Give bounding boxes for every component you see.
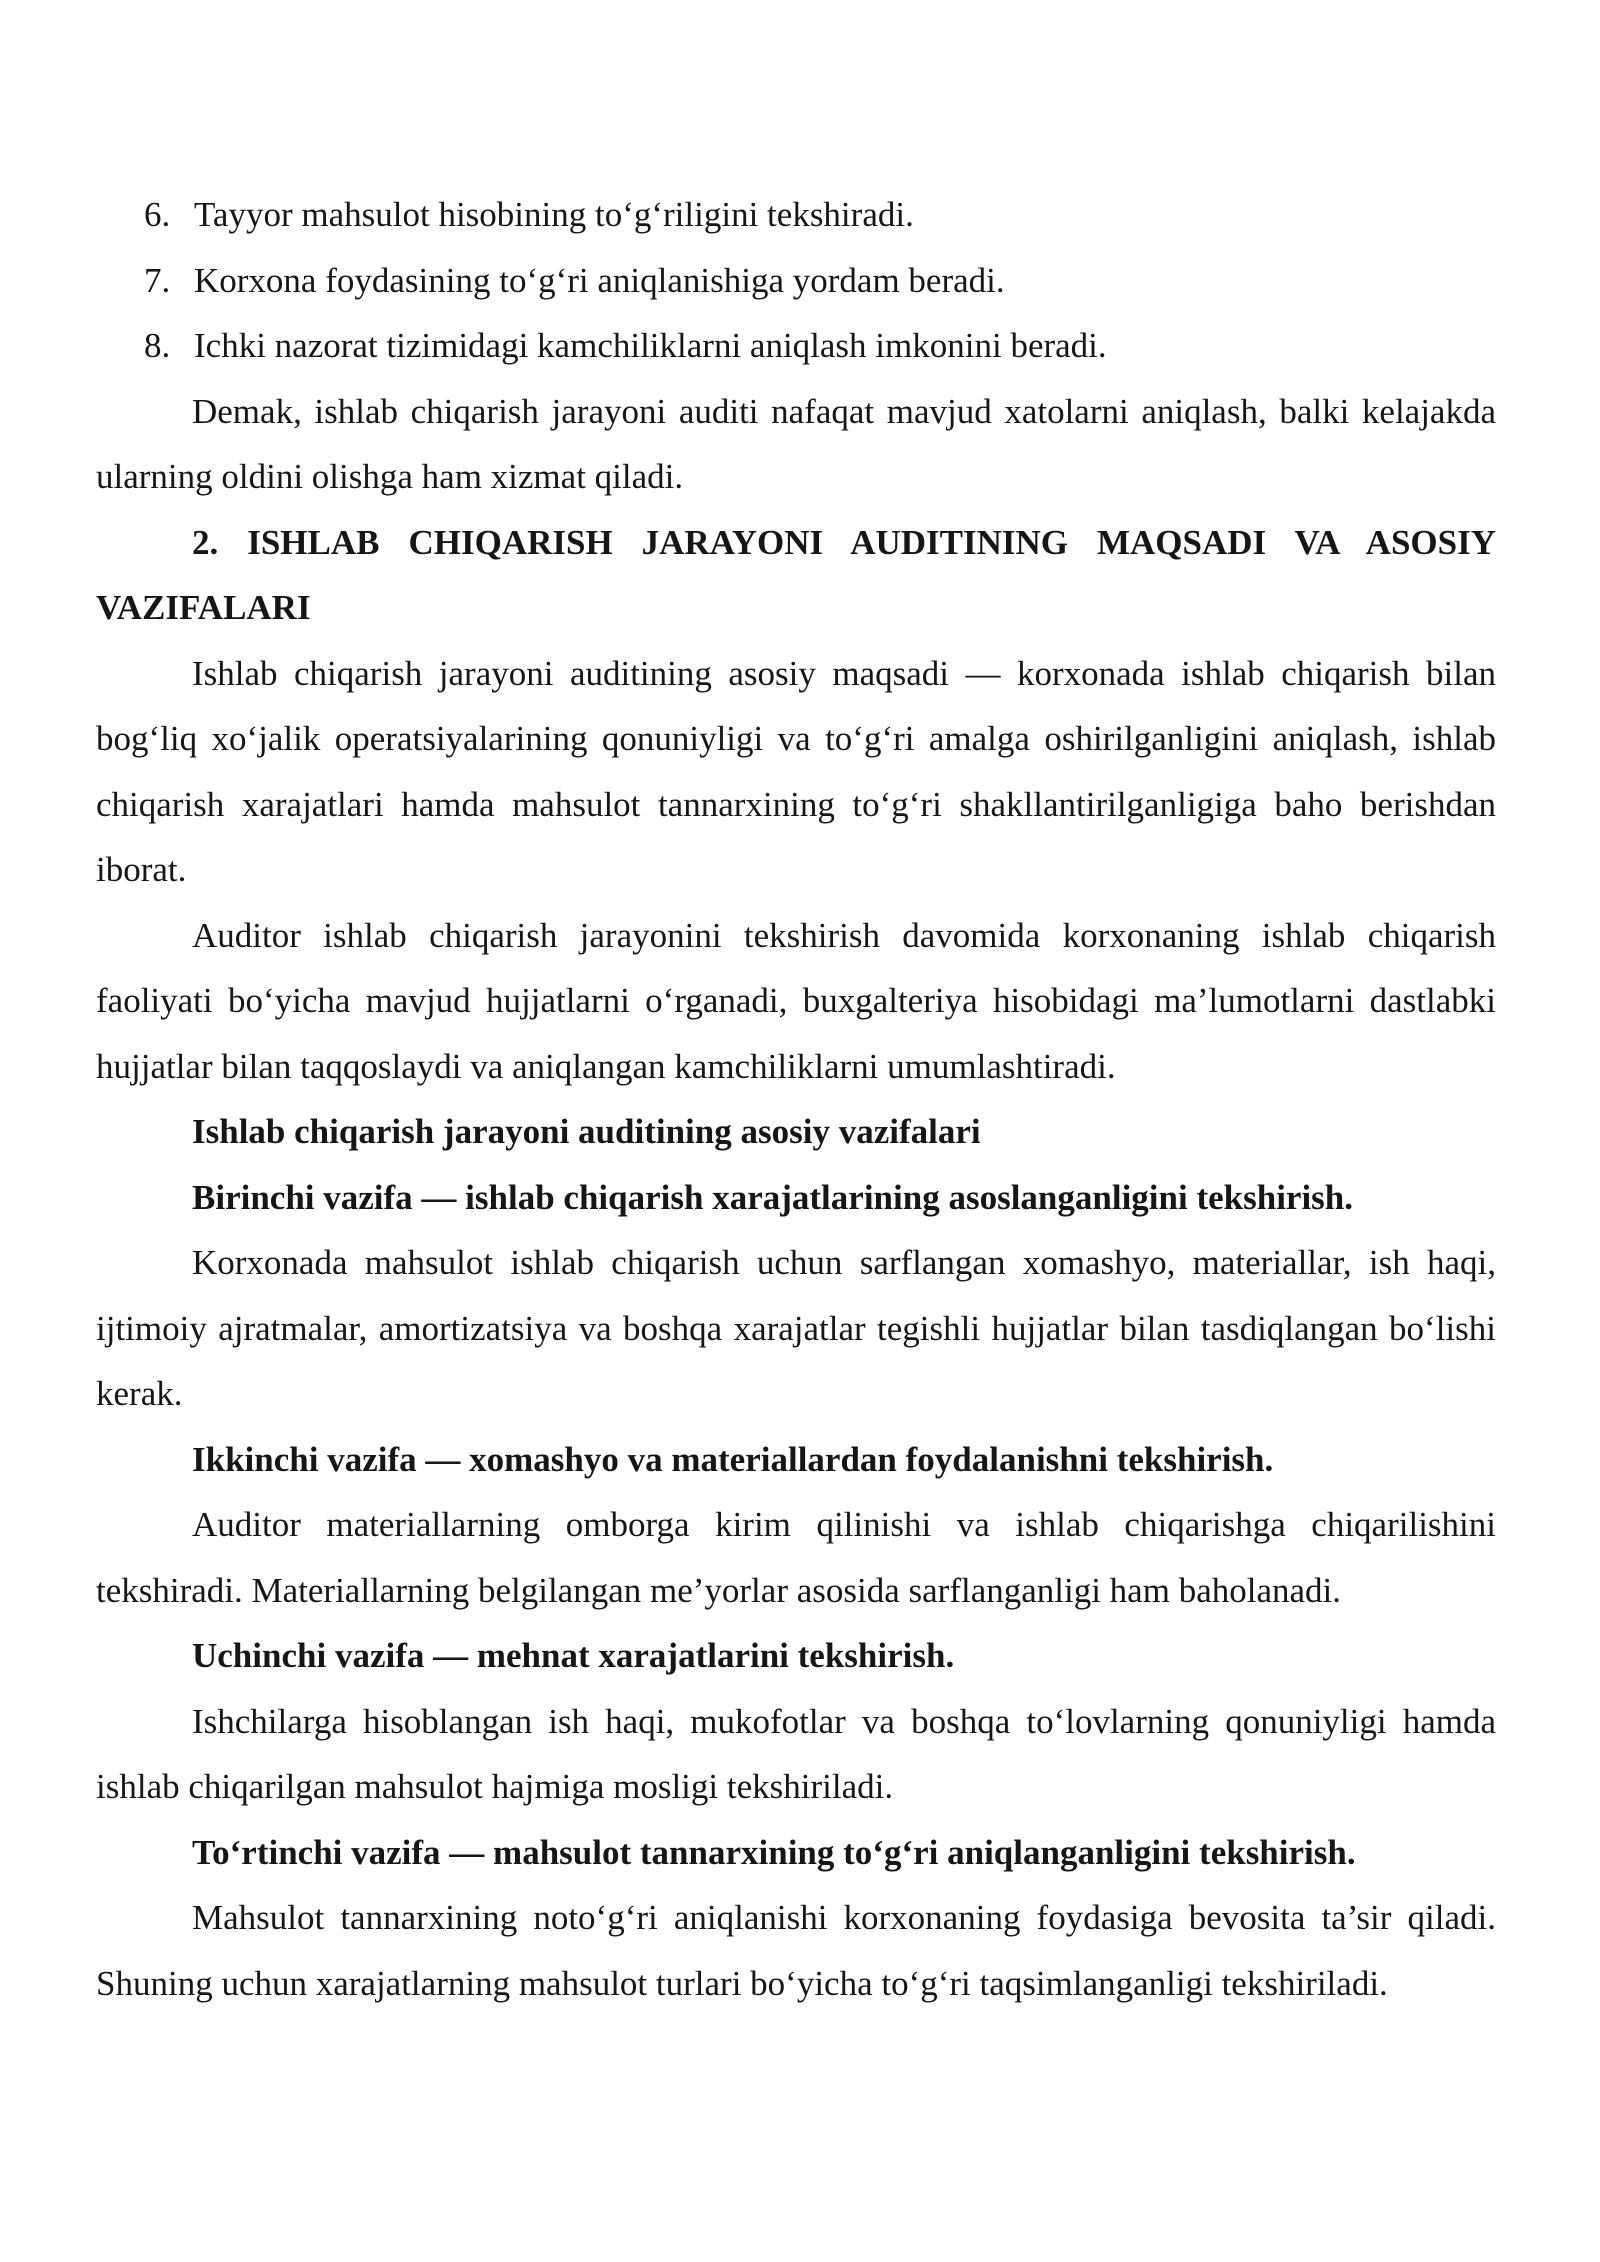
list-item-text: Tayyor mahsulot hisobining to‘g‘riligini tekshiradi. <box>194 195 914 234</box>
list-item-text: Ichki nazorat tizimidagi kamchiliklarni aniqlash imkonini beradi. <box>194 326 1107 365</box>
numbered-list <box>96 182 1496 379</box>
tasks-subheading: Ishlab chiqarish jarayoni auditining asosiy vazifalari <box>192 1112 981 1151</box>
list-item-text: Korxona foydasining to‘g‘ri aniqlanishiga yordam beradi. <box>194 260 1005 300</box>
list-item-number: 7. <box>144 260 171 300</box>
task4-body: Mahsulot tannarxining noto‘g‘ri aniqlanishi korxonaning foydasiga bevosita ta’sir qiladi. Shuning uchun xarajatlarning mahsulot turlari bo‘yicha to‘g‘ri taqsimlanganligi tekshiriladi. <box>96 1898 1496 2003</box>
task1-title: Birinchi vazifa — ishlab chiqarish xarajatlarining asoslanganligini tekshirish. <box>192 1177 1354 1217</box>
task2-title: Ikkinchi vazifa — xomashyo va materiallardan foydalanishni tekshirish. <box>192 1439 1274 1479</box>
list-item <box>96 313 1496 379</box>
list-item <box>96 182 1496 248</box>
list-item-number: 6. <box>144 195 171 234</box>
list-item <box>96 248 1496 314</box>
auditor-role-paragraph: Auditor ishlab chiqarish jarayonini tekshirish davomida korxonaning ishlab chiqarish faoliyati bo‘yicha mavjud hujjatlarni o‘rganadi, buxgalteriya hisobidagi ma’lumotlarni dastlabki hujjatlar bilan taqqoslaydi va aniqlangan kamchiliklarni umumlashtiradi. <box>96 915 1496 1086</box>
section-heading: 2. ISHLAB CHIQARISH JARAYONI AUDITINING MAQSADI VA ASOSIY VAZIFALARI <box>96 522 1496 627</box>
goal-paragraph: Ishlab chiqarish jarayoni auditining asosiy maqsadi — korxonada ishlab chiqarish bilan bog‘liq xo‘jalik operatsiyalarining qonuniyligi va to‘g‘ri amalga oshirilganligini aniqlash, ishlab chiqarish xarajatlari hamda mahsulot tannarxining to‘g‘ri shakllantirilganligiga baho berishdan iborat. <box>96 653 1496 889</box>
document-page <box>96 182 1496 2016</box>
task4-title: To‘rtinchi vazifa — mahsulot tannarxining to‘g‘ri aniqlanganligini tekshirish. <box>192 1832 1356 1872</box>
task3-body: Ishchilarga hisoblangan ish haqi, mukofotlar va boshqa to‘lovlarning qonuniyligi hamda ishlab chiqarilgan mahsulot hajmiga mosligi tekshiriladi. <box>96 1701 1496 1806</box>
task2-body: Auditor materiallarning omborga kirim qilinishi va ishlab chiqarishga chiqarilishini tekshiradi. Materiallarning belgilangan me’yorlar asosida sarflanganligi ham baholanadi. <box>96 1505 1496 1610</box>
task3-title: Uchinchi vazifa — mehnat xarajatlarini tekshirish. <box>192 1636 955 1675</box>
list-item-number: 8. <box>144 326 171 365</box>
task1-body: Korxonada mahsulot ishlab chiqarish uchun sarflangan xomashyo, materiallar, ish haqi, ijtimoiy ajratmalar, amortizatsiya va boshqa xarajatlar tegishli hujjatlar bilan tasdiqlangan bo‘lishi kerak. <box>96 1243 1496 1413</box>
conclusion-paragraph: Demak, ishlab chiqarish jarayoni auditi nafaqat mavjud xatolarni aniqlash, balki kelajakda ularning oldini olishga ham xizmat qiladi. <box>96 391 1496 496</box>
